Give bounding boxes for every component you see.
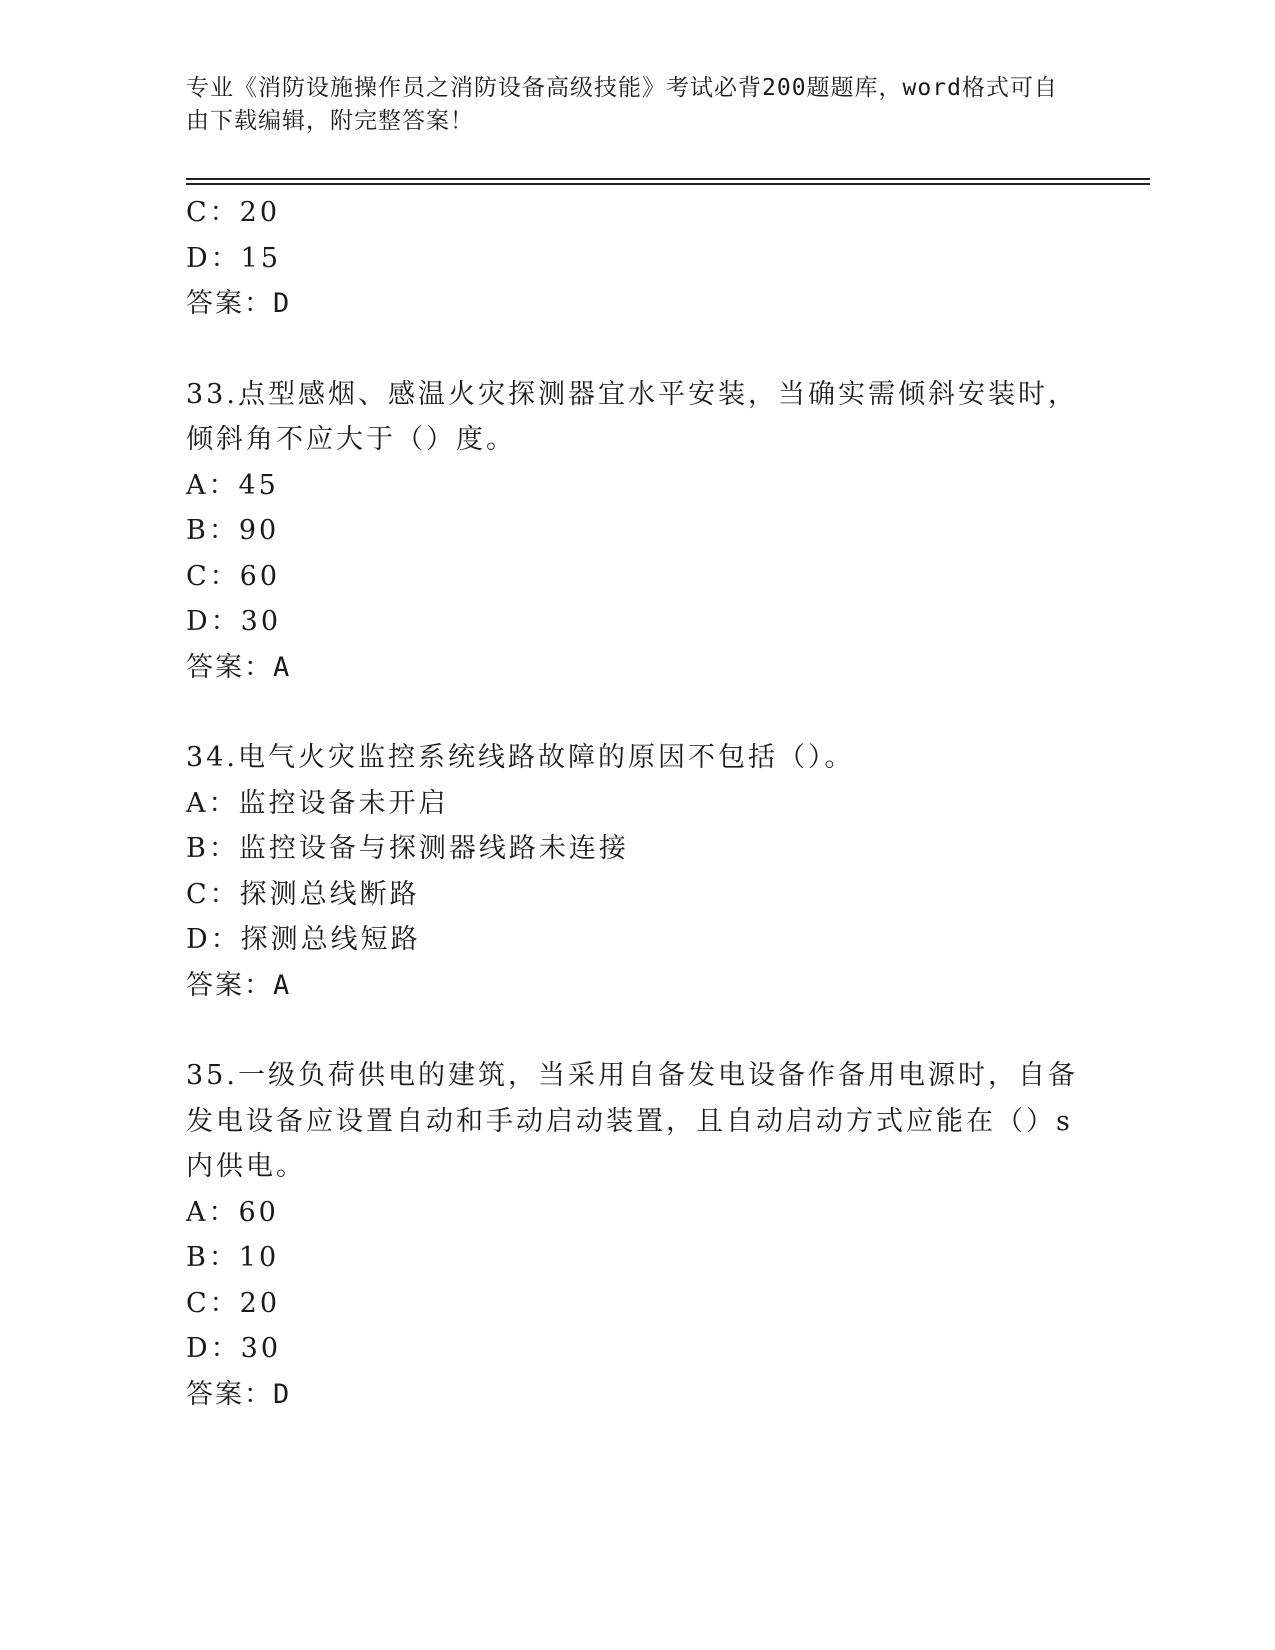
prev-question-block — [186, 190, 1086, 327]
option-label: D： — [186, 606, 241, 637]
option-text: 探测总线短路 — [240, 924, 421, 955]
answer-label: 答案： — [186, 969, 273, 1001]
option-label: B： — [186, 833, 239, 864]
question-text: 一级负荷供电的建筑，当采用自备发电设备作备用电源时，自备发电设备应设置自动和手动启动装置，且自动启动方式应能在（）s内供电。 — [186, 1060, 1078, 1182]
question-34 — [186, 735, 1086, 1008]
question-35 — [186, 1053, 1086, 1417]
option-label: D： — [186, 242, 241, 274]
answer-line — [186, 963, 1086, 1009]
answer-line — [186, 1372, 1086, 1418]
option-text: 90 — [238, 515, 280, 546]
answer-value: A — [273, 651, 292, 683]
question-number: 35. — [186, 1060, 238, 1091]
answer-value: A — [273, 969, 292, 1001]
option-label: C： — [186, 1287, 240, 1319]
option-text: 60 — [238, 1196, 279, 1228]
option-text: 15 — [240, 242, 282, 274]
question-33 — [186, 372, 1086, 691]
spacer — [186, 1008, 1086, 1053]
header-rule-bottom — [186, 183, 1150, 185]
question-number: 33. — [186, 378, 238, 410]
option-c — [186, 190, 1086, 236]
answer-value: D — [273, 288, 292, 319]
option-label: A： — [186, 1196, 239, 1228]
option-c — [186, 1281, 1086, 1327]
question-stem — [186, 1053, 1086, 1190]
option-b — [186, 1235, 1086, 1281]
answer-label: 答案： — [186, 651, 273, 683]
answer-line — [186, 281, 1086, 327]
option-text: 30 — [240, 606, 282, 637]
option-a — [186, 781, 1086, 827]
option-text: 45 — [238, 469, 279, 501]
header-text: 专业《消防设施操作员之消防设备高级技能》考试必背200题题库，word格式可自由下载编辑，附完整答案！ — [186, 75, 1058, 134]
option-c — [186, 872, 1086, 918]
option-c — [186, 554, 1086, 600]
option-label: B： — [186, 515, 239, 546]
option-label: A： — [186, 787, 239, 819]
option-d — [186, 917, 1086, 963]
option-b — [186, 508, 1086, 554]
option-label: C： — [186, 560, 240, 592]
option-text: 30 — [240, 1333, 282, 1364]
question-text: 电气火灾监控系统线路故障的原因不包括（）。 — [237, 742, 855, 773]
option-d — [186, 599, 1086, 645]
option-text: 探测总线断路 — [239, 878, 420, 910]
spacer — [186, 690, 1086, 735]
option-d — [186, 236, 1086, 282]
answer-value: D — [273, 1378, 292, 1410]
option-a — [186, 463, 1086, 509]
question-number: 34. — [186, 742, 238, 773]
option-text: 20 — [239, 1287, 281, 1319]
option-b — [186, 826, 1086, 872]
option-text: 监控设备与探测器线路未连接 — [238, 833, 629, 864]
header-rule-top — [186, 178, 1150, 180]
question-list — [186, 190, 1086, 1417]
question-stem — [186, 735, 1086, 781]
answer-line — [186, 645, 1086, 691]
document-header — [186, 72, 1066, 138]
option-label: A： — [186, 469, 239, 501]
option-label: D： — [186, 1333, 241, 1364]
option-a — [186, 1190, 1086, 1236]
option-label: B： — [186, 1242, 239, 1273]
question-stem — [186, 372, 1086, 463]
answer-label: 答案： — [186, 288, 273, 319]
option-text: 10 — [238, 1242, 280, 1273]
answer-label: 答案： — [186, 1378, 273, 1410]
question-text: 点型感烟、感温火灾探测器宜水平安装，当确实需倾斜安装时，倾斜角不应大于（）度。 — [186, 378, 1078, 455]
option-d — [186, 1326, 1086, 1372]
option-text: 20 — [239, 197, 281, 228]
option-label: D： — [186, 924, 241, 955]
spacer — [186, 327, 1086, 372]
option-label: C： — [186, 197, 240, 228]
option-text: 监控设备未开启 — [238, 787, 449, 819]
option-label: C： — [186, 878, 240, 910]
option-text: 60 — [239, 560, 281, 592]
